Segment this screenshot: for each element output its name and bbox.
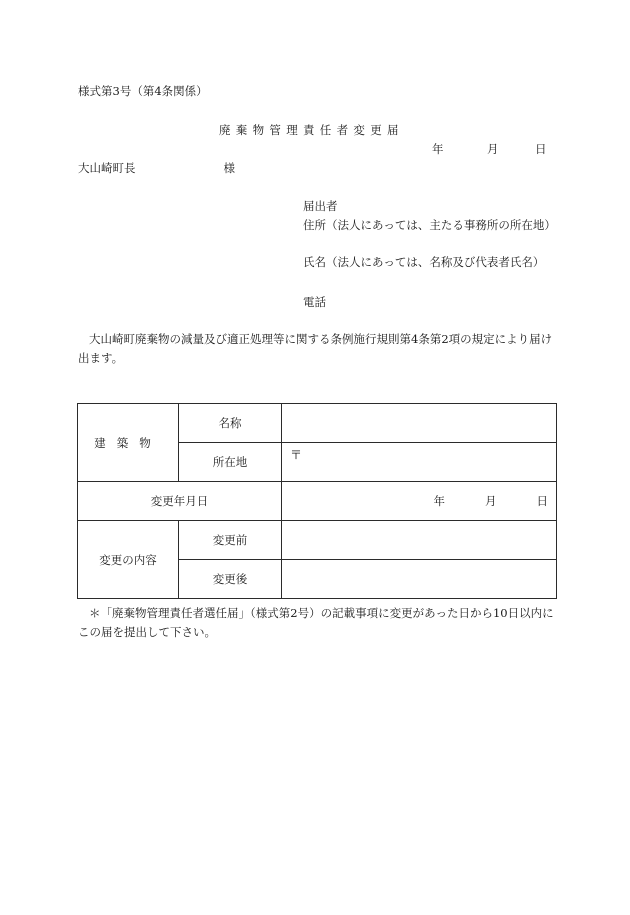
postal-mark: 〒 [290, 448, 303, 462]
before-label-cell [179, 521, 282, 560]
before-field[interactable] [282, 521, 557, 560]
location-label-cell [179, 443, 282, 482]
location-label: 所在地 [212, 455, 248, 469]
filer-heading: 届出者 [303, 199, 338, 213]
addressee-name: 大山崎町長 [78, 161, 136, 175]
name-label-cell [179, 404, 282, 443]
change-date-month: 月 [485, 494, 497, 508]
after-label: 変更後 [212, 572, 248, 586]
date-month-label: 月 [487, 142, 499, 156]
addressee [78, 160, 235, 176]
footnote: ＊「廃棄物管理責任者選任届」（様式第2号）の記載事項に変更があった日から10日以内にこの届を提出して下さい。 [78, 606, 554, 639]
submission-date [432, 141, 547, 157]
change-date-label-cell [78, 482, 282, 521]
change-date-label: 変更年月日 [150, 494, 209, 508]
before-label: 変更前 [212, 533, 248, 547]
change-content-label: 変更の内容 [99, 552, 157, 567]
filer-name-label: 氏名（法人にあっては、名称及び代表者氏名） [303, 255, 545, 269]
body-text: 大山崎町廃棄物の減量及び適正処理等に関する条例施行規則第4条第2項の規定により届け出ます。 [78, 332, 553, 365]
filer-phone-label: 電話 [303, 295, 326, 309]
change-date-year: 年 [433, 494, 445, 508]
after-field[interactable] [282, 560, 557, 599]
form-table [77, 403, 557, 599]
date-year-label: 年 [432, 142, 444, 156]
document-title: 廃棄物管理責任者変更届 [219, 123, 404, 137]
honorific: 様 [223, 161, 235, 175]
change-date-field[interactable] [282, 482, 557, 521]
location-field[interactable] [282, 443, 557, 482]
change-content-label-cell [78, 521, 179, 599]
name-field[interactable] [282, 404, 557, 443]
filer-block [303, 197, 556, 312]
date-day-label: 日 [535, 142, 547, 156]
building-label-cell [78, 404, 179, 482]
change-date-day: 日 [536, 494, 548, 508]
name-label: 名称 [218, 416, 242, 430]
after-label-cell [179, 560, 282, 599]
filer-address-label: 住所（法人にあっては、主たる事務所の所在地） [303, 218, 556, 232]
building-label: 建築物 [94, 435, 162, 450]
form-number: 様式第3号（第4条関係） [78, 84, 208, 98]
